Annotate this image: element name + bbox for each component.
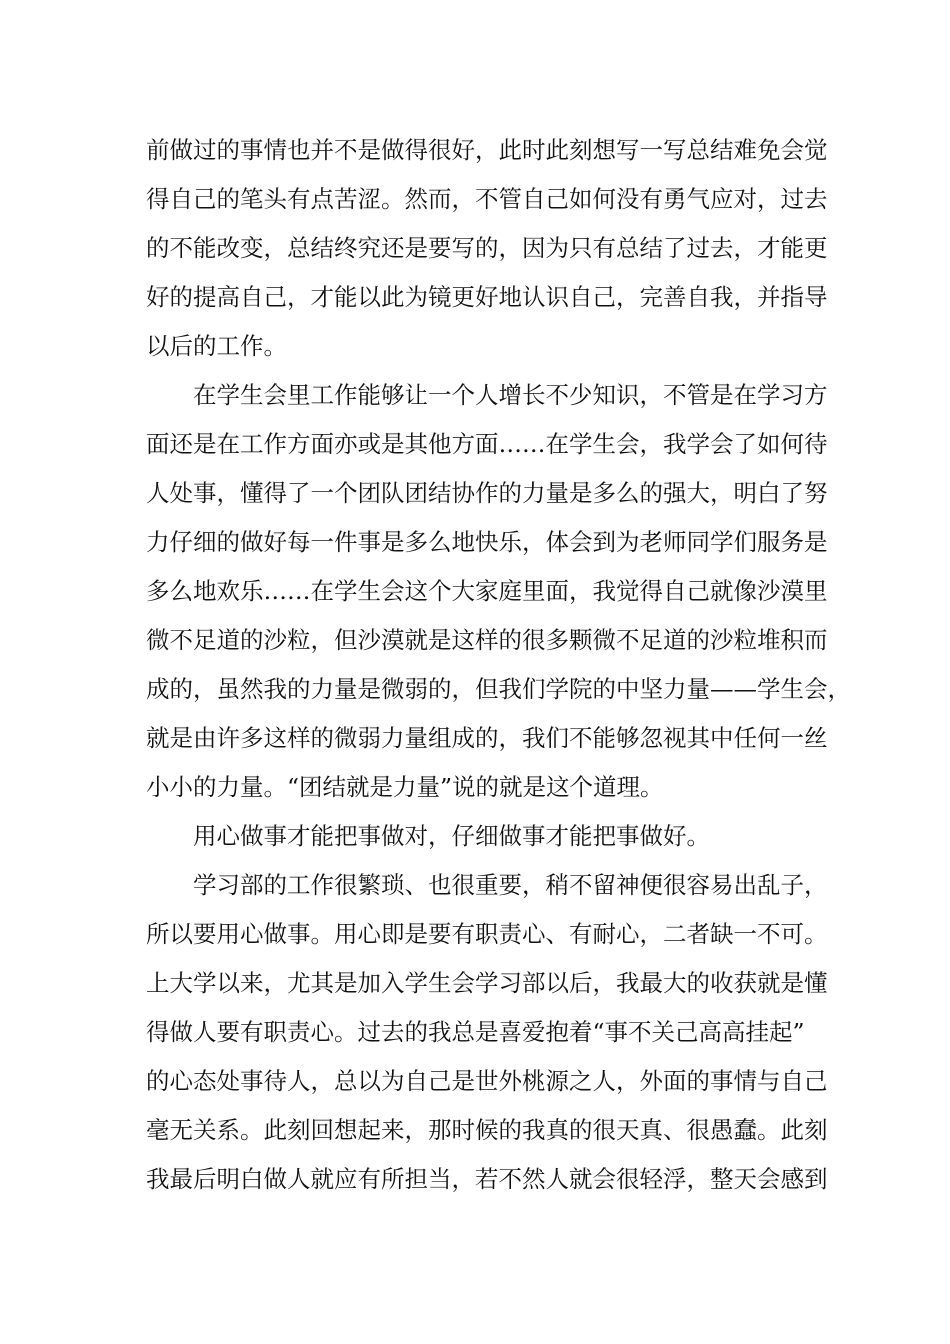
text-line: 小小的力量。“团结就是力量”说的就是这个道理。 [146,773,664,801]
text-line: 成的，虽然我的力量是微弱的，但我们学院的中坚力量——学生会， [146,675,851,703]
text-line: 得自己的笔头有点苦涩。然而，不管自己如何没有勇气应对，过去 [146,185,828,213]
text-line: 就是由许多这样的微弱力量组成的，我们不能够忽视其中任何一丝 [146,724,828,752]
paragraph-first-line: 学习部的工作很繁琐、也很重要，稍不留神便很容易出乱子， [193,871,828,899]
text-line: 人处事，懂得了一个团队团结协作的力量是多么的强大，明白了努 [146,479,828,507]
text-line: 前做过的事情也并不是做得很好，此时此刻想写一写总结难免会觉 [146,136,828,164]
text-line: 的心态处事待人，总以为自己是世外桃源之人，外面的事情与自己 [146,1067,828,1095]
text-line: 所以要用心做事。用心即是要有职责心、有耐心，二者缺一不可。 [146,920,828,948]
text-line: 以后的工作。 [146,332,287,360]
document-body [146,126,851,1204]
text-line: 好的提高自己，才能以此为镜更好地认识自己，完善自我，并指导 [146,283,828,311]
text-line: 毫无关系。此刻回想起来，那时候的我真的很天真、很愚蠢。此刻 [146,1116,828,1144]
text-line: 微不足道的沙粒，但沙漠就是这样的很多颗微不足道的沙粒堆积而 [146,626,828,654]
paragraph-first-line: 在学生会里工作能够让一个人增长不少知识，不管是在学习方 [193,381,828,409]
text-line: 多么地欢乐……在学生会这个大家庭里面，我觉得自己就像沙漠里 [146,577,828,605]
text-line: 力仔细的做好每一件事是多么地快乐，体会到为老师同学们服务是 [146,528,828,556]
text-line: 面还是在工作方面亦或是其他方面……在学生会，我学会了如何待 [146,430,828,458]
text-line: 上大学以来，尤其是加入学生会学习部以后，我最大的收获就是懂 [146,969,828,997]
text-line: 得做人要有职责心。过去的我总是喜爱抱着“事不关己高高挂起” [146,1018,805,1046]
text-line: 的不能改变，总结终究还是要写的，因为只有总结了过去，才能更 [146,234,828,262]
text-line: 我最后明白做人就应有所担当，若不然人就会很轻浮，整天会感到 [146,1165,828,1193]
paragraph-first-line: 用心做事才能把事做对，仔细做事才能把事做好。 [193,822,710,850]
